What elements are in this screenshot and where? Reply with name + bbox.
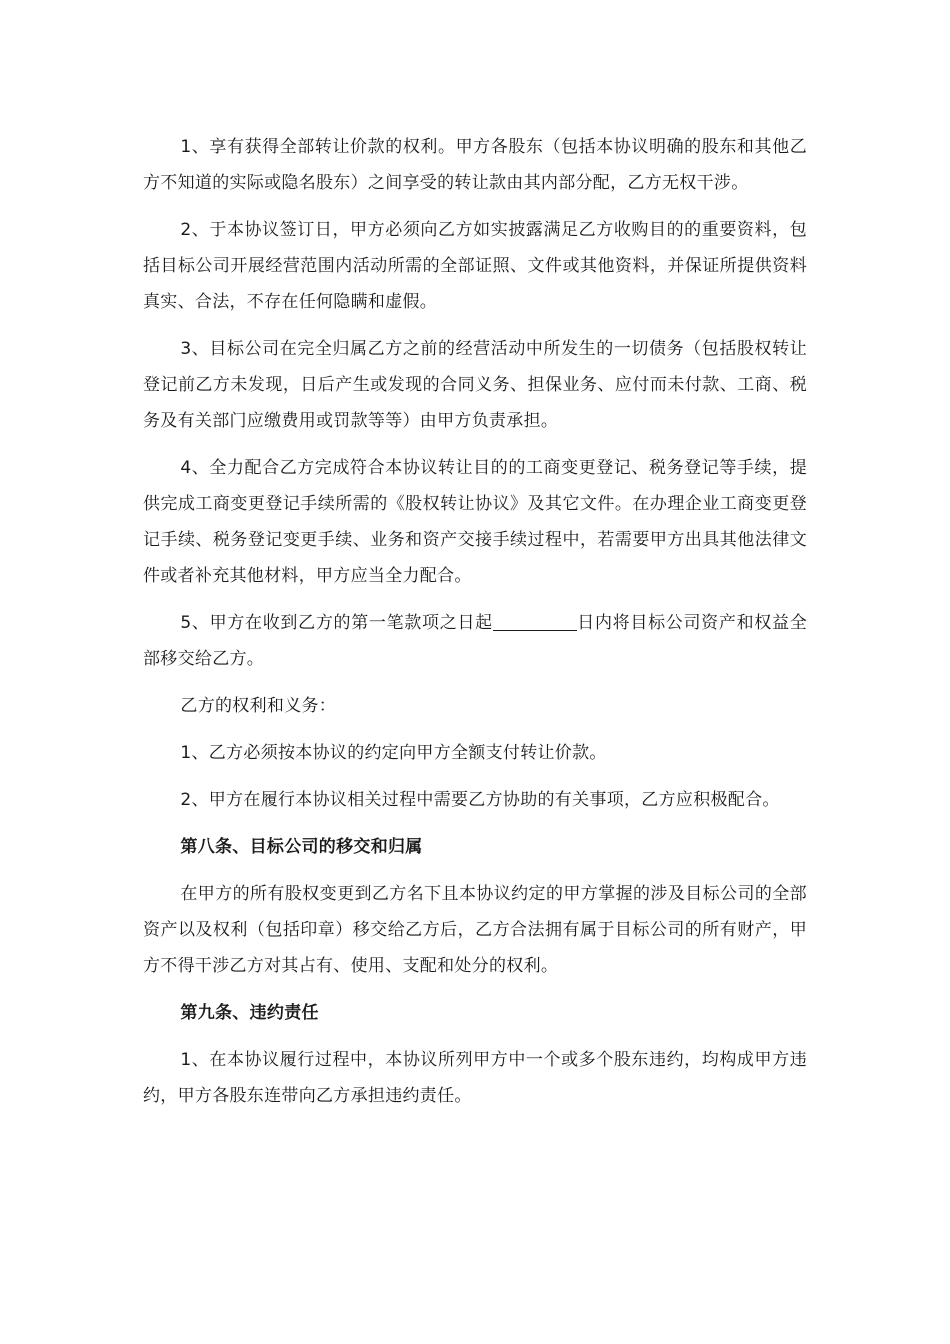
seller-right-1: 1、享有获得全部转让价款的权利。甲方各股东（包括本协议明确的股东和其他乙方不知道的实际或隐名股东）之间享受的转让款由其内部分配，乙方无权干涉。 bbox=[143, 137, 807, 193]
article-8-heading: 第八条、目标公司的移交和归属 bbox=[180, 837, 423, 857]
article-9-heading: 第九条、违约责任 bbox=[180, 1003, 319, 1023]
seller-right-3: 3、目标公司在完全归属乙方之前的经营活动中所发生的一切债务（包括股权转让登记前乙方未发现，日后产生或发现的合同义务、担保业务、应付而未付款、工商、税务及有关部门应缴费用或罚款等等）由甲方负责承担。 bbox=[143, 339, 807, 431]
seller-right-5-text-after: 日内将目标公司资产和权益全部移交给乙方。 bbox=[143, 613, 807, 669]
buyer-rights-title: 乙方的权利和义务： bbox=[180, 696, 337, 716]
fill-in-blank bbox=[493, 610, 577, 631]
buyer-right-1: 1、乙方必须按本协议的约定向甲方全额支付转让价款。 bbox=[180, 743, 607, 763]
article-8-body: 在甲方的所有股权变更到乙方名下且本协议约定的甲方掌握的涉及目标公司的全部资产以及权利（包括印章）移交给乙方后，乙方合法拥有属于目标公司的所有财产，甲方不得干涉乙方对其占有、使用、支配和处分的权利。 bbox=[143, 884, 807, 976]
buyer-right-2: 2、甲方在履行本协议相关过程中需要乙方协助的有关事项，乙方应积极配合。 bbox=[180, 790, 780, 810]
seller-right-5 bbox=[143, 605, 807, 677]
seller-right-4: 4、全力配合乙方完成符合本协议转让目的的工商变更登记、税务登记等手续，提供完成工商变更登记手续所需的《股权转让协议》及其它文件。在办理企业工商变更登记手续、税务登记变更手续、业务和资产交接手续过程中，若需要甲方出具其他法律文件或者补充其他材料，甲方应当全力配合。 bbox=[143, 458, 807, 586]
seller-right-5-text-before: 5、甲方在收到乙方的第一笔款项之日起 bbox=[180, 613, 493, 633]
article-9-item-1: 1、在本协议履行过程中，本协议所列甲方中一个或多个股东违约，均构成甲方违约，甲方各股东连带向乙方承担违约责任。 bbox=[143, 1050, 807, 1106]
document-body bbox=[143, 129, 807, 1125]
seller-right-2: 2、于本协议签订日，甲方必须向乙方如实披露满足乙方收购目的的重要资料，包括目标公司开展经营范围内活动所需的全部证照、文件或其他资料，并保证所提供资料真实、合法，不存在任何隐瞒和虚假。 bbox=[143, 220, 807, 312]
